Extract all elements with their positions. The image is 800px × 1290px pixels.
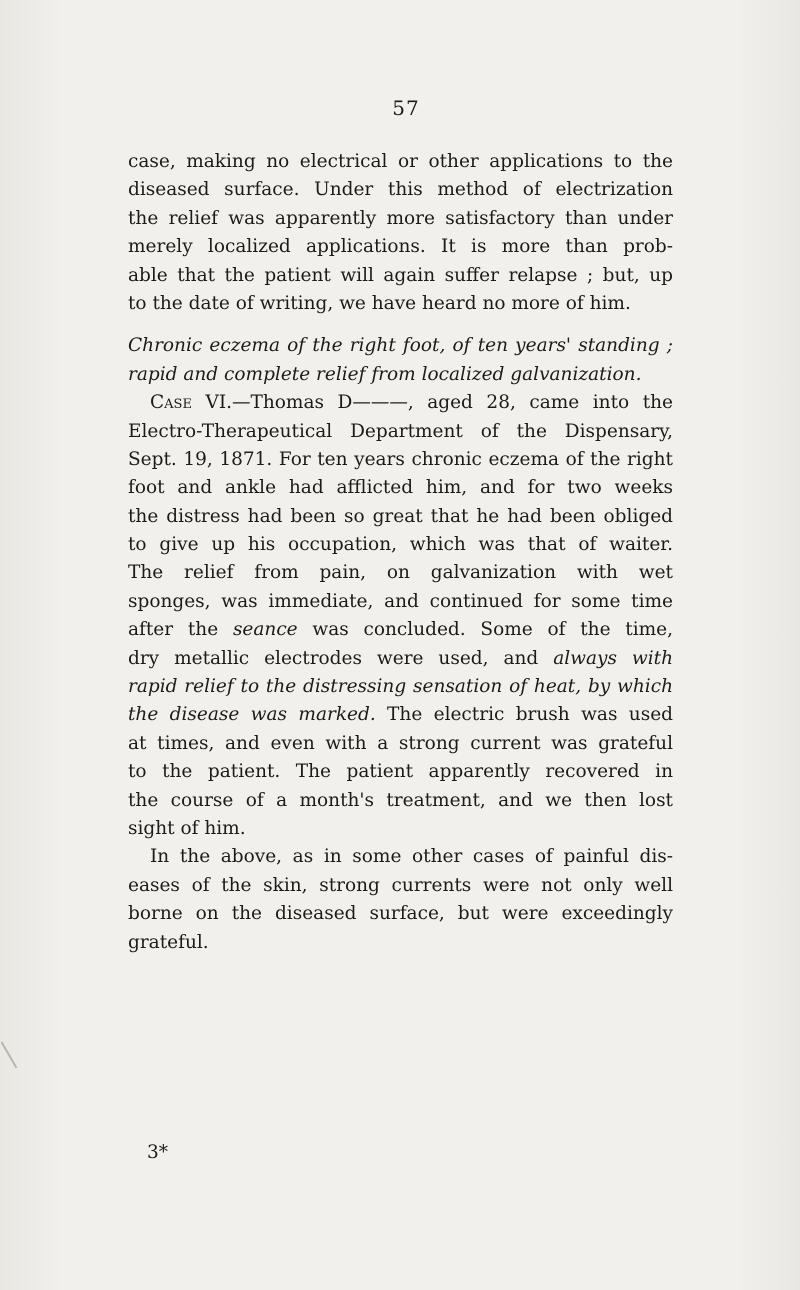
case-heading-text: rapid and complete relief from localized galvanization. [128, 363, 642, 385]
text-segment: after the [128, 619, 233, 641]
text-line: case, making no electrical or other applications to the [128, 151, 673, 172]
text-line: the relief was apparently more satisfactory than under [128, 207, 673, 229]
text-segment-italic: the disease was marked. [128, 704, 376, 726]
text-segment: was concluded. Some of the time, [297, 619, 673, 641]
text-line: foot and ankle had afflicted him, and for two weeks [128, 477, 673, 499]
text-line: eases of the skin, strong currents were not only well [128, 874, 673, 896]
text-segment: dry metallic electrodes were used, and [128, 647, 554, 669]
text-line: borne on the diseased surface, but were exceedingly [128, 903, 673, 925]
text-line: to the date of writing, we have heard no more of him. [128, 292, 631, 314]
text-line-italic: rapid relief to the distressing sensation of heat, by which [128, 676, 673, 698]
text-line: In the above, as in some other cases of painful dis- [150, 846, 673, 868]
case-heading-line: Chronic eczema of the right foot, of ten years' standing ; [128, 335, 673, 357]
text-line [128, 616, 673, 644]
text-line: able that the patient will again suffer relapse ; but, up [128, 264, 673, 286]
paragraph-gap [128, 318, 673, 332]
text-segment: The electric brush was used [375, 704, 673, 726]
text-segment-italic: always with [553, 647, 673, 669]
text-line: merely localized applications. It is more than prob- [128, 236, 673, 258]
text-line: Electro-Therapeutical Department of the Dispensary, [128, 420, 673, 442]
case-intro-line [128, 389, 673, 417]
text-line [128, 701, 673, 729]
text-line: to give up his occupation, which was that of waiter. [128, 534, 673, 556]
text-line: the distress had been so great that he had been obliged [128, 505, 673, 527]
text-line: sight of him. [128, 817, 246, 839]
text-line: sponges, was immediate, and continued for some time [128, 590, 673, 612]
body-text [128, 148, 673, 957]
text-line: grateful. [128, 931, 209, 953]
text-line [128, 645, 673, 673]
text-line: to the patient. The patient apparently recovered in [128, 761, 673, 783]
page-number: 57 [392, 96, 420, 120]
text-line: Sept. 19, 1871. For ten years chronic eczema of the right [128, 448, 673, 470]
text-line: diseased surface. Under this method of electrization [128, 179, 673, 201]
text-line: The relief from pain, on galvanization with wet [128, 562, 673, 584]
case-heading-line [128, 361, 673, 389]
text-segment-italic: seance [232, 619, 298, 641]
page-edge-mark [1, 1042, 18, 1069]
case-intro-text: —Thomas D———, aged 28, came into the [232, 392, 673, 414]
text-line: at times, and even with a strong current was grateful [128, 732, 673, 754]
text-line: the course of a month's treatment, and we then lost [128, 789, 673, 811]
printer-signature-mark: 3* [147, 1142, 169, 1163]
case-label: Case VI. [150, 392, 233, 414]
